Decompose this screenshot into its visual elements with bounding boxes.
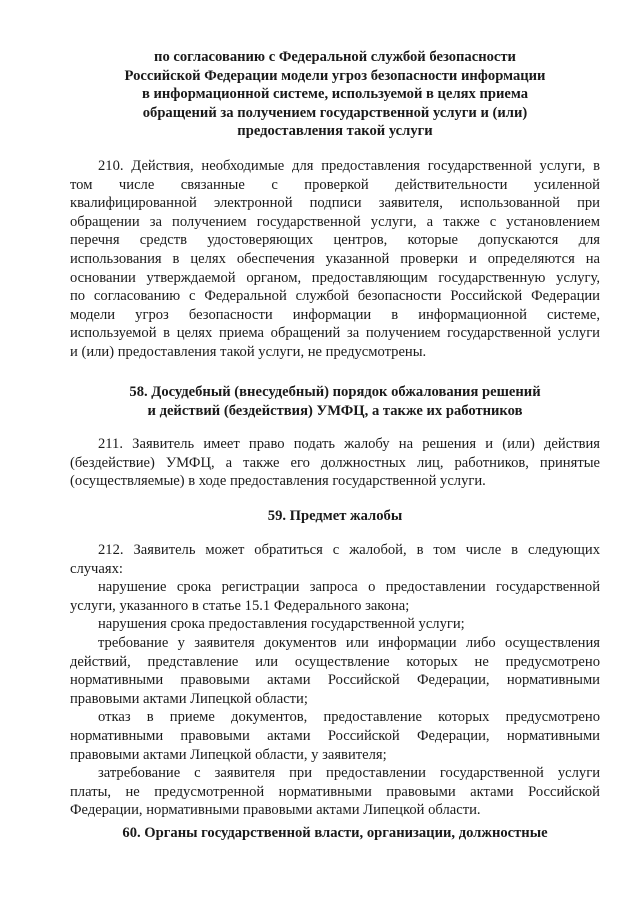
- text-line: 211. Заявитель имеет право подать жалобу на решения и (или) действия: [98, 436, 600, 452]
- text-line: нормативными правовыми актами Российской Федерации, нормативными: [70, 727, 600, 744]
- text-line: Федерации, нормативными правовыми актами Липецкой области.: [70, 802, 481, 819]
- paragraph-212: [70, 541, 600, 820]
- text-line: и (или) предоставления такой услуги, не предусмотрены.: [70, 343, 427, 360]
- heading-line: и действий (бездействия) УМФЦ, а также их работников: [147, 402, 523, 419]
- heading-line: обращений за получением государственной услуги и (или): [142, 104, 528, 121]
- section-heading-intro: [70, 48, 600, 141]
- text-line: основании утверждаемой органом, предоставляющим государственную услугу,: [70, 269, 600, 286]
- heading-line: Российской Федерации модели угроз безопасности информации: [124, 67, 546, 84]
- text-line: платы, не предусмотренной нормативными правовыми актами Российской: [70, 783, 600, 800]
- text-line: обращении за получением государственной услуги, а также с установлением: [70, 213, 600, 230]
- section-heading-58: [70, 383, 600, 420]
- text-line: случаях:: [70, 560, 123, 577]
- text-line: квалифицированной электронной подписи заявителя, использованной при: [70, 195, 600, 212]
- heading-line: 59. Предмет жалобы: [267, 508, 403, 524]
- text-line: действий, представление или осуществление которых не предусмотрено: [70, 653, 600, 670]
- text-line: использования в целях обеспечения указанной проверки и определяются на: [70, 250, 600, 267]
- text-line: правовыми актами Липецкой области;: [70, 690, 308, 707]
- text-line: услуги, указанного в статье 15.1 Федерального закона;: [70, 597, 410, 614]
- text-line: нарушение срока регистрации запроса о предоставлении государственной: [98, 579, 600, 596]
- heading-line: по согласованию с Федеральной службой безопасности: [154, 49, 516, 65]
- text-line: том числе связанные с проверкой действительности усиленной: [70, 176, 600, 193]
- text-line: требование у заявителя документов или информации либо осуществления: [98, 634, 600, 651]
- text-line: используемой в целях приема обращений за получением государственной услуги: [70, 325, 600, 342]
- text-line: 212. Заявитель может обратиться с жалобой, в том числе в следующих: [98, 542, 600, 558]
- section-heading-60: [70, 824, 600, 843]
- section-heading-59: [70, 507, 600, 526]
- heading-line: 58. Досудебный (внесудебный) порядок обжалования решений: [129, 384, 541, 400]
- text-line: правовыми актами Липецкой области, у заявителя;: [70, 746, 387, 763]
- text-line: нормативными правовыми актами Российской Федерации, нормативными: [70, 672, 600, 689]
- heading-line: в информационной системе, используемой в целях приема: [141, 86, 529, 103]
- paragraph-211: [70, 435, 600, 491]
- text-line: (осуществляемые) в ходе предоставления государственной услуги.: [70, 473, 486, 490]
- text-line: (бездействие) УМФЦ, а также его должностных лиц, работников, принятые: [70, 454, 600, 471]
- paragraph-210: [70, 157, 600, 362]
- heading-line: предоставления такой услуги: [237, 123, 433, 140]
- text-line: по согласованию с Федеральной службой безопасности Российской Федерации: [70, 288, 600, 305]
- text-line: 210. Действия, необходимые для предоставления государственной услуги, в: [98, 158, 600, 174]
- heading-line: 60. Органы государственной власти, организации, должностные: [122, 825, 548, 841]
- text-line: нарушения срока предоставления государственной услуги;: [98, 616, 465, 633]
- text-line: отказ в приеме документов, предоставление которых предусмотрено: [98, 709, 600, 726]
- text-line: перечня средств удостоверяющих центров, которые допускаются для: [70, 232, 600, 249]
- text-line: затребование с заявителя при предоставлении государственной услуги: [98, 765, 600, 782]
- text-line: модели угроз безопасности информации в информационной системе,: [70, 306, 600, 323]
